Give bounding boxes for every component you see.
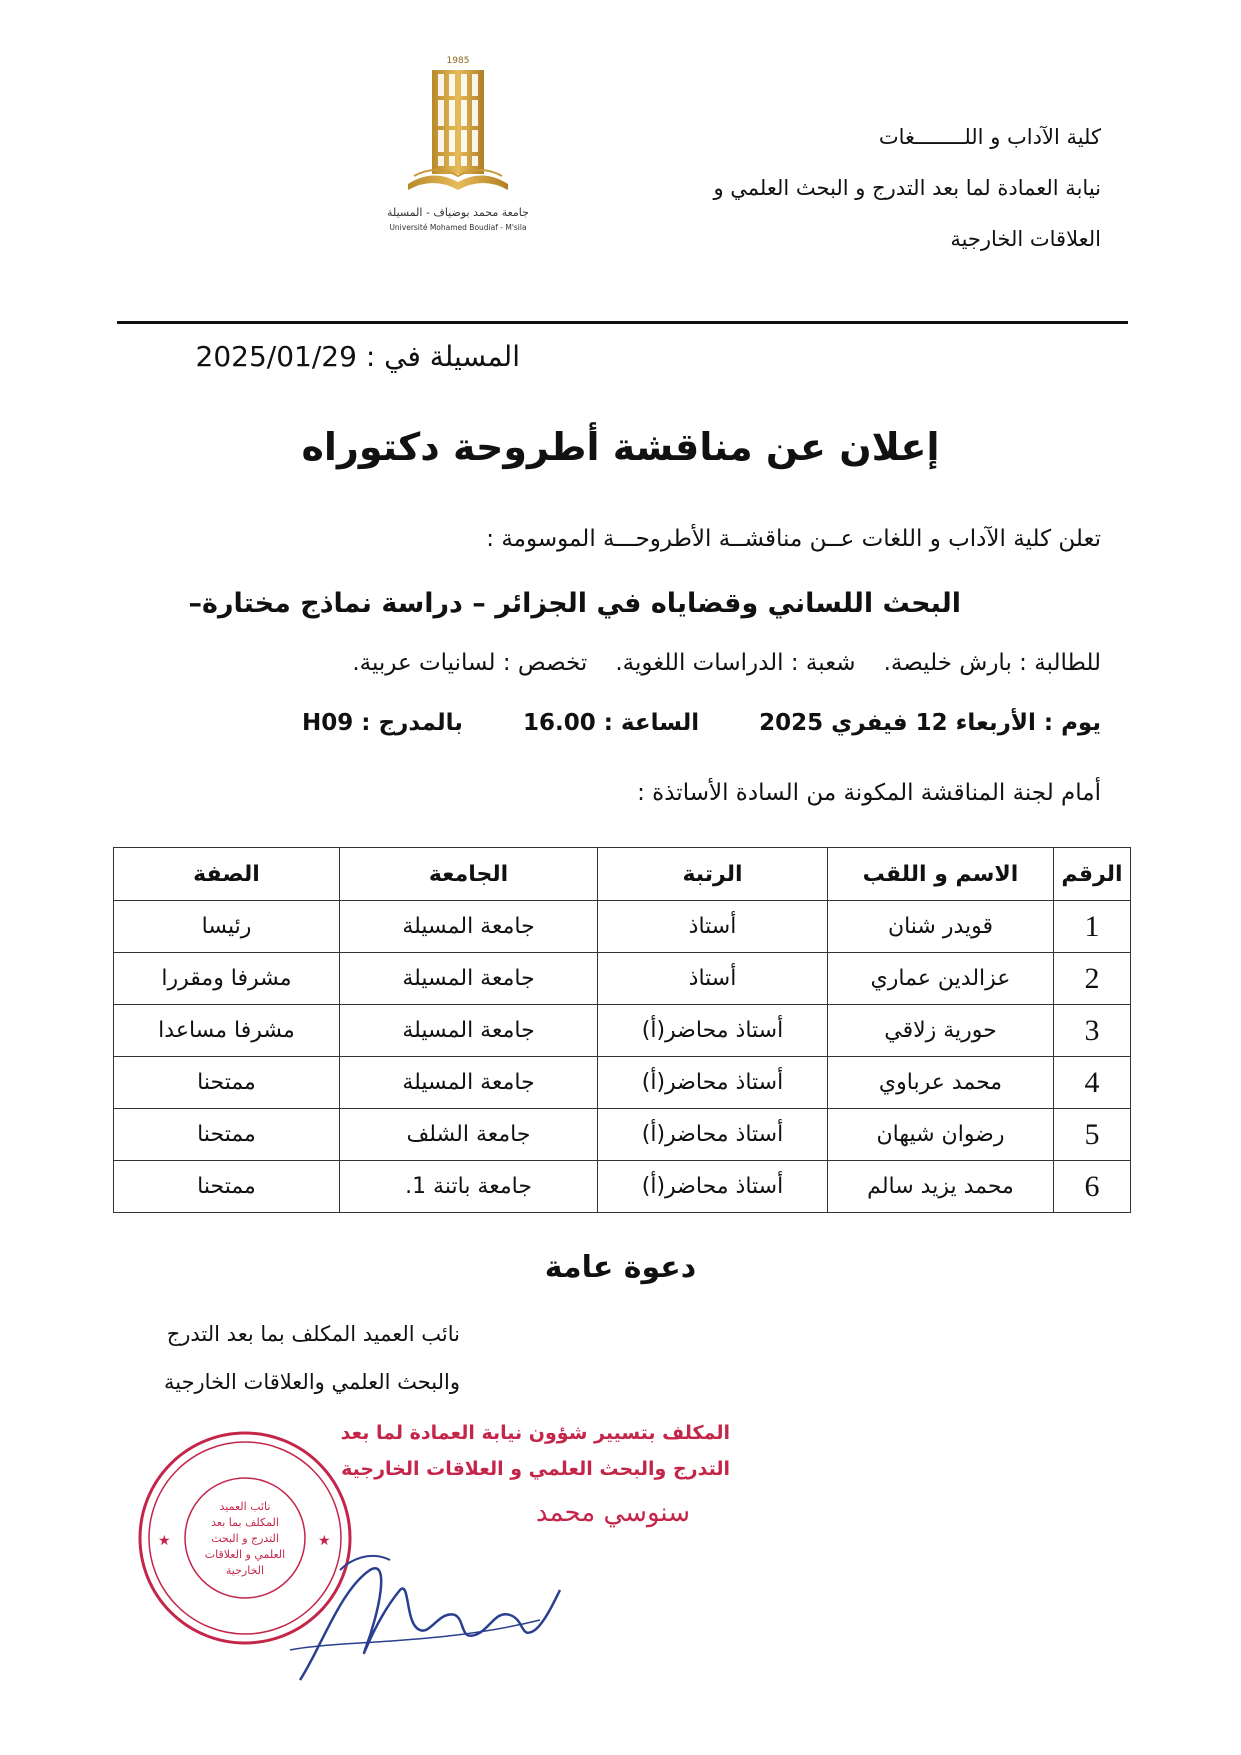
member-role: رئيسا bbox=[114, 901, 340, 953]
member-university: جامعة المسيلة bbox=[340, 1005, 598, 1057]
logo-university-ar: جامعة محمد بوضياف - المسيلة bbox=[387, 206, 529, 219]
row-number: 4 bbox=[1054, 1057, 1131, 1109]
svg-text:★: ★ bbox=[158, 1533, 171, 1549]
logo-year: 1985 bbox=[446, 56, 470, 66]
public-invitation: دعوة عامة bbox=[544, 1250, 697, 1285]
member-role: ممتحنا bbox=[114, 1109, 340, 1161]
row-number: 5 bbox=[1054, 1109, 1131, 1161]
member-rank: أستاذ محاضر(أ) bbox=[598, 1057, 828, 1109]
committee-intro: أمام لجنة المناقشة المكونة من السادة الأساتذة : bbox=[637, 780, 1101, 806]
member-rank: أستاذ محاضر(أ) bbox=[598, 1161, 828, 1213]
faculty-header bbox=[581, 112, 1101, 265]
stamp-line-2: التدرج والبحث العلمي و العلاقات الخارجية bbox=[341, 1458, 730, 1480]
header-divider bbox=[117, 321, 1128, 324]
vice-deanship-name: نيابة العمادة لما بعد التدرج و البحث العلمي و bbox=[713, 176, 1101, 200]
logo-university-fr: Université Mohamed Boudiaf - M'sila bbox=[389, 223, 527, 232]
table-header-row bbox=[114, 848, 1131, 901]
member-role: ممتحنا bbox=[114, 1161, 340, 1213]
member-role: مشرفا ومقررا bbox=[114, 953, 340, 1005]
table-row bbox=[114, 901, 1131, 953]
stamp-and-signature bbox=[130, 1410, 730, 1700]
student-name: للطالبة : بارش خليصة. bbox=[883, 650, 1101, 676]
member-role: مشرفا مساعدا bbox=[114, 1005, 340, 1057]
header-number: الرقم bbox=[1054, 848, 1131, 901]
svg-text:الخارجية: الخارجية bbox=[225, 1564, 265, 1577]
member-rank: أستاذ bbox=[598, 953, 828, 1005]
defense-day: يوم : الأربعاء 12 فيفري 2025 bbox=[759, 710, 1101, 736]
student-specialty: تخصص : لسانيات عربية. bbox=[352, 650, 588, 676]
row-number: 3 bbox=[1054, 1005, 1131, 1057]
svg-text:★: ★ bbox=[318, 1533, 331, 1549]
svg-text:التدرج و البحث: التدرج و البحث bbox=[211, 1532, 279, 1545]
header-role: الصفة bbox=[114, 848, 340, 901]
defense-schedule bbox=[101, 710, 1101, 736]
logo-tower-icon bbox=[378, 56, 538, 206]
svg-text:نائب العميد: نائب العميد bbox=[219, 1500, 271, 1513]
table-row bbox=[114, 953, 1131, 1005]
member-name: محمد يزيد سالم bbox=[828, 1161, 1054, 1213]
row-number: 6 bbox=[1054, 1161, 1131, 1213]
handwritten-signature-icon bbox=[280, 1530, 580, 1690]
member-university: جامعة المسيلة bbox=[340, 953, 598, 1005]
signatory-title: نائب العميد المكلف بما بعد التدرج bbox=[166, 1322, 460, 1346]
member-name: حورية زلاقي bbox=[828, 1005, 1054, 1057]
member-university: جامعة باتنة 1. bbox=[340, 1161, 598, 1213]
student-branch: شعبة : الدراسات اللغوية. bbox=[615, 650, 856, 676]
member-name: عزالدين عماري bbox=[828, 953, 1054, 1005]
row-number: 1 bbox=[1054, 901, 1131, 953]
defense-hall: بالمدرج : H09 bbox=[302, 710, 463, 736]
member-university: جامعة المسيلة bbox=[340, 901, 598, 953]
table-row bbox=[114, 1161, 1131, 1213]
announcement-title: إعلان عن مناقشة أطروحة دكتوراه bbox=[301, 425, 940, 469]
svg-text:المكلف بما بعد: المكلف بما بعد bbox=[211, 1516, 279, 1529]
svg-text:العلمي و العلاقات: العلمي و العلاقات bbox=[204, 1548, 286, 1561]
member-name: محمد عرباوي bbox=[828, 1057, 1054, 1109]
member-rank: أستاذ محاضر(أ) bbox=[598, 1109, 828, 1161]
member-role: ممتحنا bbox=[114, 1057, 340, 1109]
member-university: جامعة الشلف bbox=[340, 1109, 598, 1161]
header-university: الجامعة bbox=[340, 848, 598, 901]
stamp-line-3: سنوسي محمد bbox=[535, 1498, 690, 1528]
signatory-title-cont: والبحث العلمي والعلاقات الخارجية bbox=[163, 1370, 460, 1394]
header-rank: الرتبة bbox=[598, 848, 828, 901]
vice-deanship-name-cont: العلاقات الخارجية bbox=[950, 227, 1101, 251]
table-row bbox=[114, 1109, 1131, 1161]
intro-paragraph: تعلن كلية الآداب و اللغات عــن مناقشــة الأطروحـــة الموسومة : bbox=[486, 526, 1101, 552]
defense-time: الساعة : 16.00 bbox=[522, 710, 700, 736]
header-name: الاسم و اللقب bbox=[828, 848, 1054, 901]
member-rank: أستاذ محاضر(أ) bbox=[598, 1005, 828, 1057]
member-rank: أستاذ bbox=[598, 901, 828, 953]
faculty-name: كلية الآداب و اللــــــــغات bbox=[878, 125, 1101, 149]
date-line: المسيلة في : 2025/01/29 bbox=[195, 340, 520, 373]
student-info bbox=[101, 650, 1101, 676]
university-logo bbox=[378, 56, 538, 244]
member-university: جامعة المسيلة bbox=[340, 1057, 598, 1109]
stamp-line-1: المكلف بتسيير شؤون نيابة العمادة لما بعد bbox=[340, 1422, 730, 1444]
thesis-title: البحث اللساني وقضاياه في الجزائر – دراسة نماذج مختارة– bbox=[188, 588, 961, 619]
member-name: قويدر شنان bbox=[828, 901, 1054, 953]
signatory-block bbox=[100, 1310, 460, 1406]
row-number: 2 bbox=[1054, 953, 1131, 1005]
table-row bbox=[114, 1005, 1131, 1057]
table-row bbox=[114, 1057, 1131, 1109]
committee-table bbox=[113, 847, 1131, 1213]
member-name: رضوان شيهان bbox=[828, 1109, 1054, 1161]
